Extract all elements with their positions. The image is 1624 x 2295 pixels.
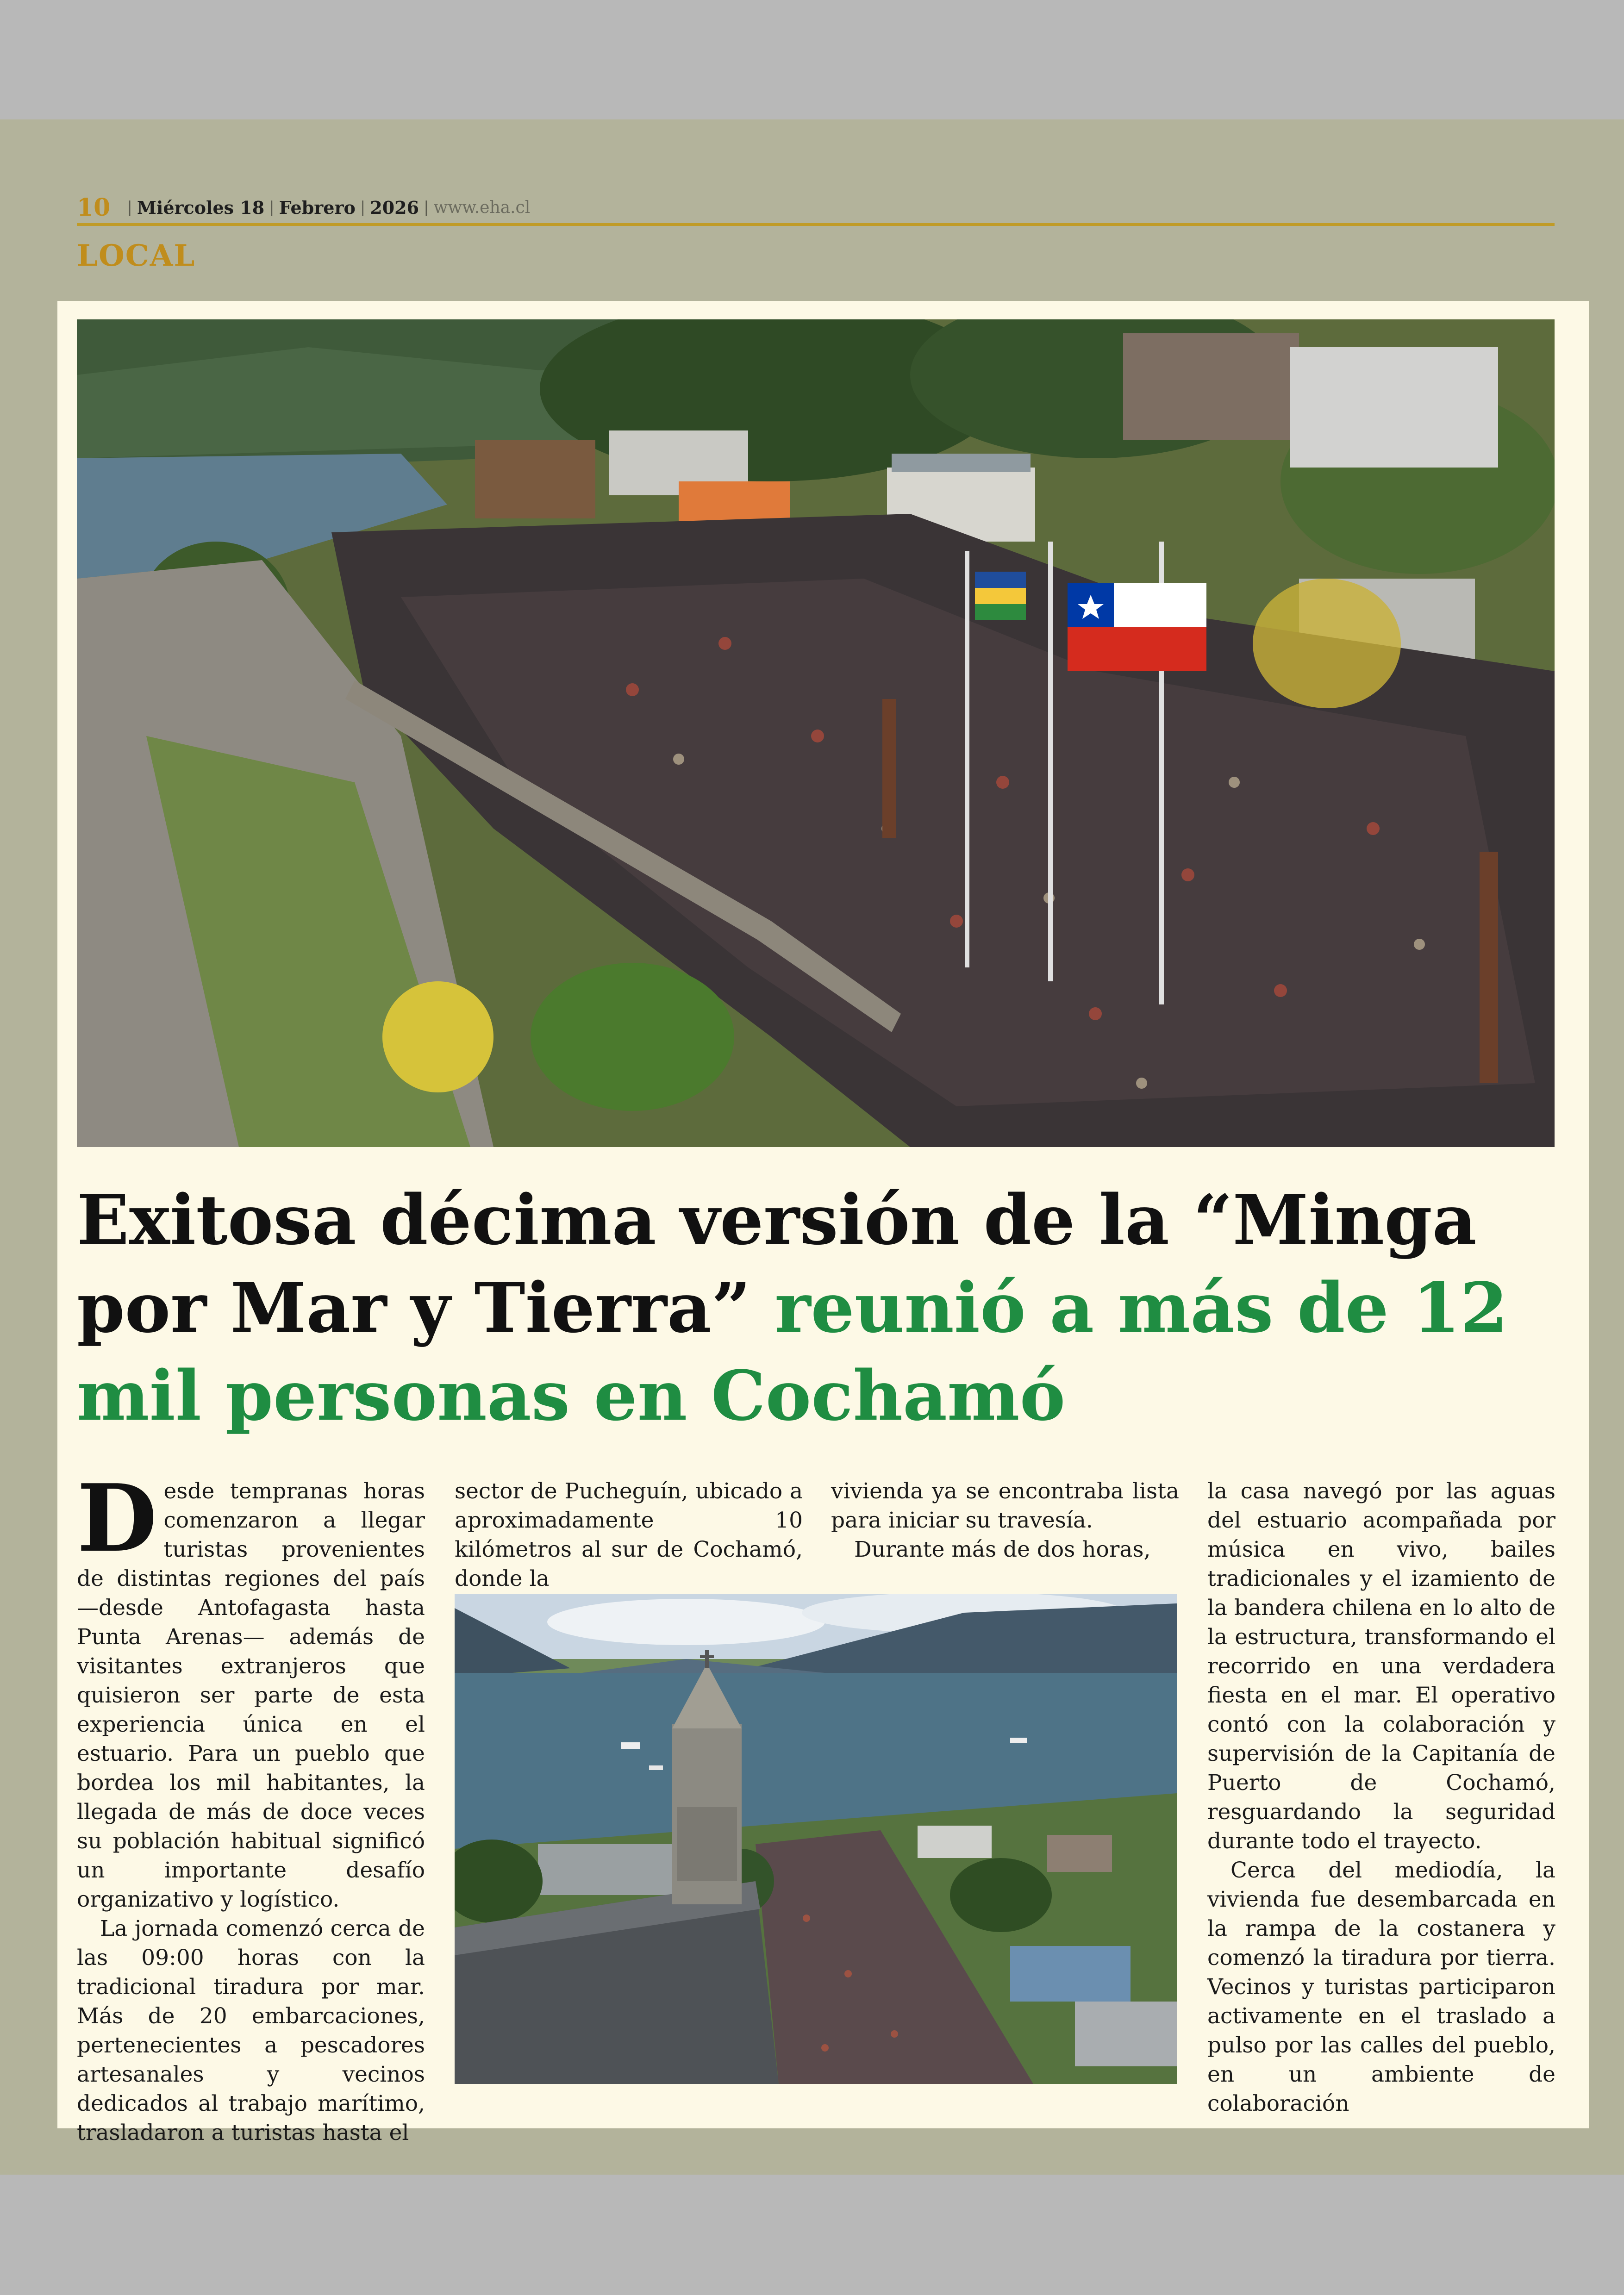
page-header <box>77 193 530 221</box>
headline-part1: Exitosa décima versión de la “Minga por Mar y Tierra” <box>77 1179 1477 1348</box>
section-title: LOCAL <box>77 238 196 273</box>
header-separator: | <box>424 198 429 217</box>
article-paragraph: La jornada comenzó cerca de las 09:00 horas con la tradicional tiradura por mar. Más de 20 embarcaciones, pertenecientes a pescadores artesanales y vecinos dedicados al trabajo marítimo, trasladaron a turistas hasta el <box>77 1916 425 2145</box>
article-column-3 <box>831 1477 1179 1564</box>
article-paragraph: la casa navegó por las aguas del estuario acompañada por música en vivo, bailes tradicionales y el izamiento de la bandera chilena en lo alto de la estructura, transformando el recorrido en una verdadera fiesta en el mar. El operativo contó con la colaboración y supervisión de la Capitanía de Puerto de Cochamó, resguardando la seguridad durante todo el trayecto. <box>1207 1478 1555 1854</box>
article-paragraph: Durante más de dos horas, <box>854 1537 1151 1562</box>
header-date-month: Febrero <box>279 197 356 218</box>
main-photo <box>77 319 1555 1147</box>
header-separator: | <box>269 198 275 217</box>
article-paragraph: Cerca del mediodía, la vivienda fue desembarcada en la rampa de la costanera y comenzó la tiradura por tierra. Vecinos y turistas participaron activamente en el traslado a pulso por las calles del pueblo, en un ambiente de colaboración <box>1207 1858 1555 2116</box>
headline-part2: reunió a más de 12 mil personas en Cochamó <box>77 1267 1508 1436</box>
article-column-1 <box>77 1464 425 2147</box>
article-headline <box>77 1176 1555 1440</box>
header-separator: | <box>360 198 366 217</box>
article-paragraph: vivienda ya se encontraba lista para iniciar su travesía. <box>831 1478 1179 1533</box>
article-column-2 <box>455 1477 803 1593</box>
header-date-year: 2026 <box>370 197 419 218</box>
article-paragraph: esde tempranas horas comenzaron a llegar turistas provenientes de distintas regiones del país —desde Antofagasta hasta Punta Arenas— además de visitantes extranjeros que quisieron ser parte de esta experiencia única en el estuario. Para un pueblo que bordea los mil habitantes, la llegada de más de doce veces su población habitual significó un importante desafío organizativo y logístico. <box>77 1478 425 1912</box>
header-separator: | <box>127 198 132 217</box>
header-url: www.eha.cl <box>433 198 531 217</box>
article-paragraph: sector de Pucheguín, ubicado a aproximadamente 10 kilómetros al sur de Cochamó, donde la <box>455 1478 803 1591</box>
secondary-photo <box>455 1594 1177 2084</box>
article-column-4 <box>1207 1477 1555 2118</box>
drop-cap: D <box>77 1464 157 1573</box>
header-date-day: Miércoles 18 <box>137 197 265 218</box>
page-number: 10 <box>77 193 111 222</box>
header-rule <box>77 223 1555 226</box>
